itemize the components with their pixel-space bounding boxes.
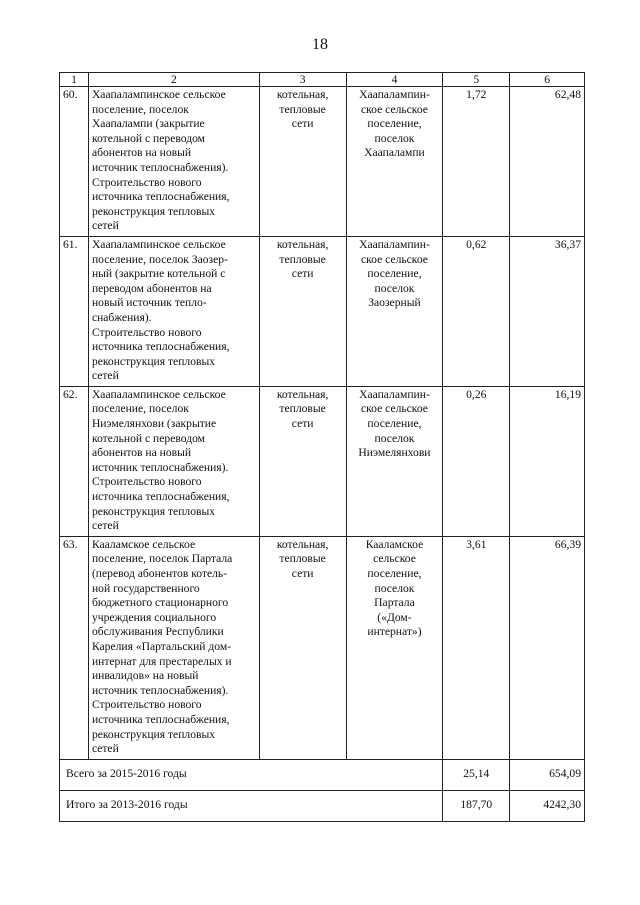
object-description-line: Карелия «Партальский дом-	[91, 639, 232, 653]
total-label: Всего за 2015-2016 годы	[60, 759, 443, 790]
object-type	[259, 87, 346, 237]
object-description-line: Хаапалампи (закрытие	[91, 117, 205, 131]
value-col5: 1,72	[443, 87, 510, 237]
object-description-line: поселение, поселок	[91, 402, 189, 416]
header-cell-5: 5	[443, 73, 510, 87]
total-value-col6: 4242,30	[510, 790, 585, 821]
object-location-line: Кааламское	[365, 537, 424, 551]
object-description-line: ной государственного	[91, 581, 200, 595]
object-location-line: Хаапалампин-	[359, 387, 430, 401]
object-location	[346, 536, 443, 759]
value-col6: 16,19	[510, 386, 585, 536]
object-description-line: реконструкция тепловых	[91, 354, 216, 368]
object-location-line: Партала	[374, 596, 415, 610]
object-description-line: поселение, поселок Заозер-	[91, 252, 228, 266]
object-description-line: сетей	[91, 219, 119, 233]
object-location-line: ское сельское	[360, 402, 428, 416]
object-description-line: обслуживания Республики	[91, 625, 224, 639]
object-type-line: котельная,	[276, 537, 329, 551]
object-location-line: сельское	[373, 552, 416, 566]
object-description-line: котельной с переводом	[91, 431, 206, 445]
object-type-line: сети	[291, 417, 314, 431]
object-type-line: тепловые	[279, 402, 326, 416]
object-location-line: Ниэмелянхови	[358, 446, 431, 460]
row-number: 62.	[60, 386, 89, 536]
table-row	[60, 536, 585, 759]
object-description-line: источник теплоснабжения).	[91, 460, 229, 474]
object-description-line: Кааламское сельское	[91, 537, 196, 551]
object-location-line: интернат»)	[367, 625, 422, 639]
total-label: Итого за 2013-2016 годы	[60, 790, 443, 821]
object-description-line: инвалидов» на новый	[91, 669, 199, 683]
total-value-col5: 25,14	[443, 759, 510, 790]
object-description	[88, 386, 259, 536]
object-description-line: Хаапалампинское сельское	[91, 88, 226, 101]
row-number: 61.	[60, 236, 89, 386]
row-number: 63.	[60, 536, 89, 759]
value-col5: 3,61	[443, 536, 510, 759]
total-value-col6: 654,09	[510, 759, 585, 790]
object-location	[346, 87, 443, 237]
object-description-line: реконструкция тепловых	[91, 504, 216, 518]
object-description-line: сетей	[91, 519, 119, 533]
object-description-line: бюджетного стационарного	[91, 596, 229, 610]
object-location-line: ское сельское	[360, 102, 428, 116]
header-cell-6: 6	[510, 73, 585, 87]
object-type-line: котельная,	[276, 88, 329, 101]
object-description-line: источника теплоснабжения,	[91, 712, 230, 726]
object-location	[346, 386, 443, 536]
object-type-line: тепловые	[279, 102, 326, 116]
table-body	[60, 73, 585, 822]
value-col6: 66,39	[510, 536, 585, 759]
object-description-line: абонентов на новый	[91, 146, 192, 160]
object-description-line: Ниэмелянхови (закрытие	[91, 417, 217, 431]
object-description	[88, 236, 259, 386]
object-location-line: поселение,	[367, 117, 422, 131]
object-description-line: Строительство нового	[91, 175, 202, 189]
value-col5: 0,62	[443, 236, 510, 386]
row-number: 60.	[60, 87, 89, 237]
object-description-line: интернат для престарелых и	[91, 654, 232, 668]
object-type-line: котельная,	[276, 237, 329, 251]
object-description-line: реконструкция тепловых	[91, 204, 216, 218]
object-description-line: источник теплоснабжения).	[91, 160, 229, 174]
investment-table	[59, 72, 585, 822]
object-description-line: источник теплоснабжения).	[91, 683, 229, 697]
table-row	[60, 87, 585, 237]
total-row	[60, 790, 585, 821]
header-cell-3: 3	[259, 73, 346, 87]
object-location-line: поселок	[374, 281, 415, 295]
object-description-line: Строительство нового	[91, 475, 202, 489]
object-description-line: сетей	[91, 369, 119, 383]
object-description	[88, 87, 259, 237]
object-description-line: (перевод абонентов котель-	[91, 567, 228, 580]
object-description-line: источника теплоснабжения,	[91, 340, 230, 354]
object-type-line: тепловые	[279, 552, 326, 566]
object-location-line: поселение,	[367, 417, 422, 431]
total-value-col5: 187,70	[443, 790, 510, 821]
object-description-line: источника теплоснабжения,	[91, 190, 230, 204]
header-cell-2: 2	[88, 73, 259, 87]
object-description-line: учреждения социального	[91, 610, 217, 624]
value-col6: 36,37	[510, 236, 585, 386]
object-type	[259, 236, 346, 386]
page-number: 18	[312, 36, 328, 53]
object-location-line: («Дом-	[377, 610, 412, 624]
object-type	[259, 536, 346, 759]
object-description-line: снабжения).	[91, 310, 152, 324]
object-location-line: поселок	[374, 131, 415, 145]
object-location-line: поселение,	[367, 567, 422, 580]
object-description-line: источника теплоснабжения,	[91, 490, 230, 504]
object-type-line: котельная,	[276, 387, 329, 401]
object-type-line: сети	[291, 267, 314, 281]
object-description	[88, 536, 259, 759]
object-location-line: поселок	[374, 581, 415, 595]
table-row	[60, 386, 585, 536]
header-cell-1: 1	[60, 73, 89, 87]
object-description-line: Строительство нового	[91, 325, 202, 339]
object-description-line: Хаапалампинское сельское	[91, 237, 226, 251]
object-type-line: тепловые	[279, 252, 326, 266]
object-location-line: Хаапалампин-	[359, 88, 430, 101]
object-description-line: поселение, поселок Партала	[91, 552, 233, 566]
object-location-line: Хаапалампи	[364, 146, 425, 160]
object-location-line: поселение,	[367, 267, 422, 281]
object-description-line: абонентов на новый	[91, 446, 192, 460]
value-col5: 0,26	[443, 386, 510, 536]
object-type-line: сети	[291, 117, 314, 131]
object-type-line: сети	[291, 567, 314, 580]
object-location-line: поселок	[374, 431, 415, 445]
object-description-line: реконструкция тепловых	[91, 727, 216, 741]
object-description-line: сетей	[91, 742, 119, 756]
object-description-line: переводом абонентов на	[91, 281, 212, 295]
header-row	[60, 73, 585, 87]
table-row	[60, 236, 585, 386]
object-description-line: ный (закрытие котельной с	[91, 267, 226, 281]
value-col6: 62,48	[510, 87, 585, 237]
object-location	[346, 236, 443, 386]
object-type	[259, 386, 346, 536]
total-row	[60, 759, 585, 790]
header-cell-4: 4	[346, 73, 443, 87]
object-location-line: Заозерный	[368, 296, 421, 310]
object-description-line: котельной с переводом	[91, 131, 206, 145]
object-description-line: Строительство нового	[91, 698, 202, 712]
object-location-line: Хаапалампин-	[359, 237, 430, 251]
object-description-line: Хаапалампинское сельское	[91, 387, 226, 401]
object-description-line: поселение, поселок	[91, 102, 189, 116]
object-location-line: ское сельское	[360, 252, 428, 266]
object-description-line: новый источник тепло-	[91, 296, 207, 310]
